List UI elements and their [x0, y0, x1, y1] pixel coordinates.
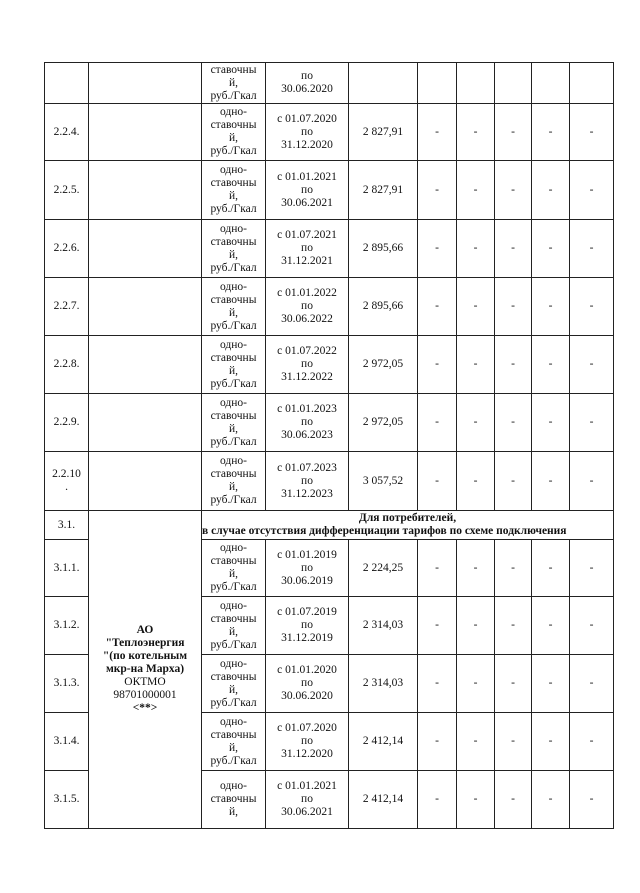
empty-tariff-cell: - — [532, 104, 570, 161]
tariff-type-line: й, — [228, 741, 239, 754]
tariff-type-line: ставочны — [210, 177, 257, 189]
tariff-value: 2 972,05 — [349, 394, 418, 452]
empty-tariff-cell: - — [570, 278, 614, 336]
empty-tariff-cell: - — [532, 220, 570, 278]
row-number — [45, 220, 89, 278]
section-title-line: в случае отсутствия дифференциации тарифов по схеме подключения — [202, 525, 567, 537]
tariff-type — [202, 771, 266, 829]
empty-tariff-cell: - — [495, 540, 532, 597]
empty-tariff-cell: - — [532, 713, 570, 771]
empty-tariff-cell: - — [457, 655, 495, 713]
table-row — [45, 161, 614, 220]
section-title-line: Для потребителей, — [358, 512, 457, 524]
tariff-type-line: одно- — [219, 106, 247, 118]
empty-tariff-cell: - — [495, 394, 532, 452]
period-cell — [266, 63, 349, 104]
tariff-type-line: ставочны — [210, 293, 257, 306]
tariff-type-line: руб./Гкал — [210, 319, 257, 332]
empty-tariff-cell: - — [495, 713, 532, 771]
oktmo-line: <**> — [132, 702, 158, 714]
period-cell — [266, 278, 349, 336]
tariff-type-line: й, — [228, 625, 239, 638]
tariff-type-line: ставочны — [210, 555, 257, 567]
table-row — [45, 63, 614, 104]
org-cell — [89, 104, 202, 161]
empty-tariff-cell: - — [570, 771, 614, 829]
period-line: по — [301, 735, 313, 747]
period-line: 30.06.2020 — [281, 690, 333, 702]
tariff-type-line: ставочны — [210, 793, 257, 805]
tariff-type-line: одно- — [219, 396, 247, 409]
period-line: 31.12.2022 — [281, 371, 333, 383]
empty-tariff-cell: - — [532, 278, 570, 336]
period-cell — [266, 336, 349, 394]
tariff-type-line: одно- — [219, 280, 247, 293]
row-number-text: 2.2.5. — [53, 183, 80, 196]
empty-tariff-cell: - — [532, 394, 570, 452]
empty-tariff-cell: - — [495, 278, 532, 336]
empty-tariff-cell: - — [418, 278, 457, 336]
tariff-value: 2 895,66 — [349, 220, 418, 278]
row-number-text: 2.2.8. — [53, 358, 80, 370]
tariff-type — [202, 655, 266, 713]
tariff-value: 2 412,14 — [349, 713, 418, 771]
empty-tariff-cell: - — [495, 655, 532, 713]
table-row — [45, 278, 614, 336]
table-row — [45, 220, 614, 278]
period-line: 30.06.2023 — [281, 429, 333, 441]
tariff-type-line: й, — [228, 683, 239, 696]
row-number: 3.1.4. — [45, 713, 89, 771]
tariff-type-line: руб./Гкал — [210, 638, 257, 651]
empty-tariff-cell — [495, 63, 532, 104]
period-line: с 01.01.2019 — [277, 548, 337, 561]
period-line: 30.06.2021 — [281, 196, 333, 209]
section-title — [202, 511, 614, 540]
empty-tariff-cell: - — [570, 597, 614, 655]
empty-tariff-cell: - — [570, 104, 614, 161]
empty-tariff-cell: - — [457, 771, 495, 829]
empty-tariff-cell: - — [457, 713, 495, 771]
tariff-value: 2 827,91 — [349, 161, 418, 220]
empty-tariff-cell: - — [570, 336, 614, 394]
period-line: 30.06.2021 — [281, 806, 333, 818]
empty-tariff-cell: - — [418, 336, 457, 394]
tariff-type-line: руб./Гкал — [210, 203, 257, 215]
row-number — [45, 104, 89, 161]
tariff-value: 3 057,52 — [349, 452, 418, 511]
tariff-type-line: одно- — [219, 599, 247, 612]
row-number — [45, 452, 89, 511]
tariff-type-line: ставочны — [210, 63, 257, 76]
tariff-value: 2 972,05 — [349, 336, 418, 394]
table-row — [45, 336, 614, 394]
tariff-type — [202, 336, 266, 394]
empty-tariff-cell: - — [457, 220, 495, 278]
tariff-type-line: руб./Гкал — [210, 377, 257, 390]
tariff-type — [202, 452, 266, 511]
row-number: 3.1.2. — [45, 597, 89, 655]
empty-tariff-cell: - — [495, 220, 532, 278]
period-cell — [266, 540, 349, 597]
tariff-type-line: й, — [228, 806, 239, 818]
section-number: 3.1. — [45, 511, 89, 540]
period-line: по — [301, 300, 313, 312]
empty-tariff-cell: - — [418, 771, 457, 829]
org-cell — [89, 63, 202, 104]
oktmo-line: ОКТМО — [124, 676, 166, 688]
empty-tariff-cell: - — [457, 394, 495, 452]
org-cell — [89, 452, 202, 511]
tariff-type-line: й, — [228, 364, 239, 377]
empty-tariff-cell: - — [570, 220, 614, 278]
period-line: с 01.01.2021 — [277, 170, 337, 183]
tariff-value: 2 412,14 — [349, 771, 418, 829]
period-line: с 01.01.2022 — [277, 287, 337, 299]
period-line: с 01.07.2022 — [277, 345, 337, 357]
period-line: по — [301, 619, 313, 631]
row-number — [45, 63, 89, 104]
empty-tariff-cell — [457, 63, 495, 104]
organization-name — [89, 511, 202, 829]
row-number: 3.1.1. — [45, 540, 89, 597]
empty-tariff-cell: - — [418, 540, 457, 597]
period-line: с 01.01.2023 — [277, 403, 337, 415]
tariff-type — [202, 63, 266, 104]
tariff-type — [202, 597, 266, 655]
org-cell — [89, 220, 202, 278]
org-name-line: "Теплоэнергия — [105, 637, 185, 649]
org-cell — [89, 161, 202, 220]
tariff-type-line: ставочны — [210, 468, 257, 480]
org-name-line: "(по котельным — [102, 650, 188, 662]
empty-tariff-cell — [418, 63, 457, 104]
tariff-value: 2 827,91 — [349, 104, 418, 161]
tariff-type-line: й, — [228, 248, 239, 261]
tariff-type-line: руб./Гкал — [210, 696, 257, 709]
period-line: по — [301, 793, 313, 805]
empty-tariff-cell: - — [532, 771, 570, 829]
empty-tariff-cell: - — [418, 394, 457, 452]
tariff-type-line: ставочны — [210, 670, 257, 683]
tariff-value: 2 314,03 — [349, 597, 418, 655]
row-number — [45, 161, 89, 220]
tariff-type-line: ставочны — [210, 235, 257, 248]
empty-tariff-cell: - — [532, 161, 570, 220]
tariff-type-line: й, — [228, 568, 239, 580]
period-line: с 01.01.2020 — [277, 664, 337, 676]
tariff-type-line: й, — [228, 481, 239, 493]
tariff-type-line: ставочны — [210, 119, 257, 131]
period-line: с 01.07.2020 — [277, 112, 337, 125]
empty-tariff-cell: - — [457, 597, 495, 655]
period-line: 30.06.2020 — [281, 83, 333, 95]
period-line: с 01.01.2021 — [277, 780, 337, 792]
tariff-type-line: й, — [228, 306, 239, 319]
period-line: с 01.07.2021 — [277, 229, 337, 241]
empty-tariff-cell: - — [495, 336, 532, 394]
org-name-line: мкр-на Марха) — [105, 663, 185, 675]
empty-tariff-cell: - — [570, 161, 614, 220]
period-line: 30.06.2022 — [281, 313, 333, 325]
empty-tariff-cell: - — [495, 161, 532, 220]
empty-tariff-cell: - — [418, 452, 457, 511]
empty-tariff-cell: - — [418, 597, 457, 655]
empty-tariff-cell: - — [418, 655, 457, 713]
tariff-type — [202, 278, 266, 336]
empty-tariff-cell: - — [495, 597, 532, 655]
tariff-value: 2 224,25 — [349, 540, 418, 597]
table-row — [45, 394, 614, 452]
tariff-type — [202, 394, 266, 452]
tariff-type-line: одно- — [219, 338, 247, 351]
tariff-value: 2 314,03 — [349, 655, 418, 713]
org-cell — [89, 394, 202, 452]
period-line: по — [301, 242, 313, 254]
table-row — [45, 452, 614, 511]
empty-tariff-cell: - — [418, 161, 457, 220]
tariff-type-line: руб./Гкал — [210, 494, 257, 506]
org-cell — [89, 336, 202, 394]
period-line: 31.12.2020 — [281, 748, 333, 760]
empty-tariff-cell: - — [495, 771, 532, 829]
tariff-type-line: й, — [228, 422, 239, 435]
period-cell — [266, 104, 349, 161]
section-row — [45, 511, 614, 540]
tariff-type — [202, 540, 266, 597]
tariff-value: 2 895,66 — [349, 278, 418, 336]
tariff-table — [44, 62, 614, 829]
tariff-type-line: одно- — [219, 780, 247, 792]
period-line: 31.12.2019 — [281, 632, 333, 644]
empty-tariff-cell: - — [532, 452, 570, 511]
empty-tariff-cell: - — [457, 336, 495, 394]
empty-tariff-cell: - — [418, 220, 457, 278]
empty-tariff-cell: - — [457, 540, 495, 597]
tariff-type-line: одно- — [219, 164, 247, 176]
tariff-type-line: руб./Гкал — [210, 145, 257, 157]
period-line: 30.06.2019 — [281, 574, 333, 587]
empty-tariff-cell: - — [570, 540, 614, 597]
tariff-type-line: руб./Гкал — [210, 581, 257, 593]
tariff-type-line: руб./Гкал — [210, 261, 257, 274]
tariff-type-line: одно- — [219, 657, 247, 670]
period-cell — [266, 597, 349, 655]
period-line: по — [301, 474, 313, 487]
period-line: по — [301, 183, 313, 196]
row-number-text: 2.2.6. — [53, 242, 80, 254]
empty-tariff-cell: - — [457, 452, 495, 511]
table-row — [45, 104, 614, 161]
period-cell — [266, 655, 349, 713]
tariff-type-line: ставочны — [210, 612, 257, 625]
empty-tariff-cell: - — [532, 540, 570, 597]
tariff-type-line: й, — [228, 190, 239, 202]
tariff-type — [202, 104, 266, 161]
tariff-type-line: й, — [228, 76, 239, 89]
tariff-type-line: одно- — [219, 222, 247, 235]
period-line: по — [301, 125, 313, 138]
row-number — [45, 394, 89, 452]
tariff-type-line: одно- — [219, 715, 247, 728]
empty-tariff-cell: - — [570, 452, 614, 511]
tariff-type-line: одно- — [219, 455, 247, 467]
period-line: с 01.07.2019 — [277, 606, 337, 618]
empty-tariff-cell: - — [532, 336, 570, 394]
row-number — [45, 278, 89, 336]
tariff-type-line: ставочны — [210, 351, 257, 364]
row-number-text: 2.2.9. — [53, 416, 80, 428]
empty-tariff-cell: - — [418, 104, 457, 161]
row-number: 3.1.3. — [45, 655, 89, 713]
tariff-type — [202, 161, 266, 220]
tariff-type-line: й, — [228, 132, 239, 144]
empty-tariff-cell: - — [570, 713, 614, 771]
tariff-type — [202, 713, 266, 771]
period-line: с 01.07.2020 — [277, 722, 337, 734]
empty-tariff-cell: - — [495, 104, 532, 161]
empty-tariff-cell: - — [418, 713, 457, 771]
tariff-type-line: руб./Гкал — [210, 435, 257, 448]
empty-tariff-cell: - — [495, 452, 532, 511]
period-line: 31.12.2023 — [281, 487, 333, 500]
row-number-text: 2.2.4. — [53, 125, 80, 138]
period-cell — [266, 713, 349, 771]
period-line: по — [301, 358, 313, 370]
empty-tariff-cell: - — [570, 394, 614, 452]
tariff-type-line: ставочны — [210, 728, 257, 741]
empty-tariff-cell: - — [532, 655, 570, 713]
empty-tariff-cell — [570, 63, 614, 104]
period-line: 31.12.2020 — [281, 138, 333, 151]
period-line: по — [301, 677, 313, 689]
period-line: по — [301, 70, 313, 82]
period-cell — [266, 161, 349, 220]
row-number: 3.1.5. — [45, 771, 89, 829]
tariff-type-line: руб./Гкал — [210, 754, 257, 767]
period-line: по — [301, 561, 313, 574]
oktmo-line: 98701000001 — [113, 689, 177, 701]
row-number-text: . — [65, 481, 68, 493]
tariff-type — [202, 220, 266, 278]
period-line: 31.12.2021 — [281, 255, 333, 267]
row-number-text: 2.2.10 — [52, 468, 81, 480]
tariff-type-line: одно- — [219, 542, 247, 554]
empty-tariff-cell: - — [457, 278, 495, 336]
tariff-type-line: руб./Гкал — [210, 89, 257, 102]
org-cell — [89, 278, 202, 336]
period-cell — [266, 771, 349, 829]
table-body — [45, 63, 614, 829]
period-line: с 01.07.2023 — [277, 461, 337, 474]
period-line: по — [301, 416, 313, 428]
empty-tariff-cell: - — [570, 655, 614, 713]
row-number-text: 2.2.7. — [53, 300, 80, 312]
tariff-type-line: ставочны — [210, 409, 257, 422]
org-name-line: АО — [136, 624, 154, 636]
period-cell — [266, 452, 349, 511]
empty-tariff-cell: - — [532, 597, 570, 655]
empty-tariff-cell — [532, 63, 570, 104]
period-cell — [266, 220, 349, 278]
row-number — [45, 336, 89, 394]
empty-tariff-cell: - — [457, 161, 495, 220]
period-cell — [266, 394, 349, 452]
tariff-value — [349, 63, 418, 104]
empty-tariff-cell: - — [457, 104, 495, 161]
